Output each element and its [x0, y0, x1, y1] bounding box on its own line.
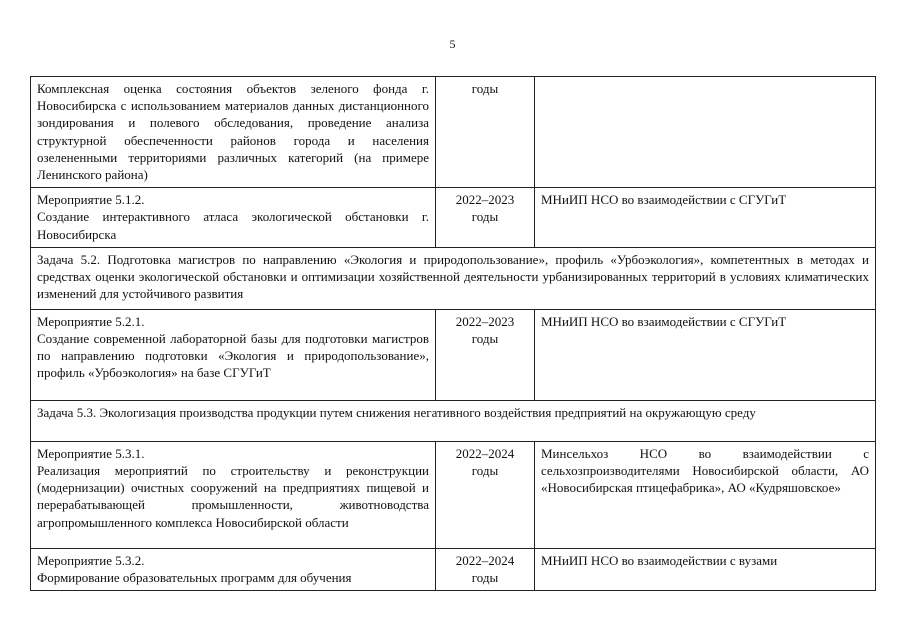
event-description-cell: [31, 77, 436, 188]
event-text: Комплексная оценка состояния объектов зеленого фонда г. Новосибирска с использованием материалов данных дистанционного зондирования и полевого обследования, проведение анализа структурной обеспеченности районов города и населения озелененными территориями различных категорий (на примере Ленинского района): [37, 81, 429, 183]
table-row: [31, 548, 876, 590]
event-title: Мероприятие 5.1.2.: [37, 192, 145, 208]
years-cell: 2022–2023 годы: [436, 309, 535, 400]
years-cell: годы: [436, 77, 535, 188]
event-title: Мероприятие 5.3.1.: [37, 445, 145, 461]
event-title: Мероприятие 5.2.1.: [37, 313, 145, 329]
event-description-cell: [31, 188, 436, 248]
event-description-cell: [31, 441, 436, 548]
event-title: Мероприятие 5.3.2.: [37, 552, 145, 568]
event-text: Создание современной лабораторной базы для подготовки магистров по направлению подготовки «Экология и природопользование», профиль «Урбоэкология» на базе СГУГиТ: [37, 331, 429, 381]
event-text: Реализация мероприятий по строительству и реконструкции (модернизации) очистных сооружений на предприятиях пищевой и перерабатывающей промышленности, животноводства агропромышленного комплекса Новосибирской области: [37, 463, 429, 530]
years-cell: 2022–2023 годы: [436, 188, 535, 248]
executor-cell: Минсельхоз НСО во взаимодействии с сельхозпроизводителями Новосибирской области, АО «Новосибирская птицефабрика», АО «Кудряшовское»: [535, 441, 876, 548]
executor-cell: МНиИП НСО во взаимодействии с вузами: [535, 548, 876, 590]
table-row: [31, 77, 876, 188]
event-description-cell: [31, 548, 436, 590]
task-cell: Задача 5.2. Подготовка магистров по направлению «Экология и природопользование», профиль «Урбоэкология», компетентных в методах и средствах оценки экологической обстановки и оптимизации хозяйственной деятельности урбанизированных территорий в условиях климатических изменений для устойчивого развития: [31, 247, 876, 309]
measures-table: [30, 76, 876, 591]
table-row: [31, 188, 876, 248]
task-row: [31, 400, 876, 441]
table-row: [31, 441, 876, 548]
event-text: Формирование образовательных программ для обучения: [37, 570, 352, 586]
table-row: [31, 309, 876, 400]
task-cell: Задача 5.3. Экологизация производства продукции путем снижения негативного воздействия предприятий на окружающую среду: [31, 400, 876, 441]
years-cell: 2022–2024 годы: [436, 548, 535, 590]
executor-cell: [535, 77, 876, 188]
event-text: Создание интерактивного атласа экологической обстановки г. Новосибирска: [37, 209, 429, 242]
task-row: [31, 247, 876, 309]
page-number: 5: [449, 37, 456, 51]
executor-cell: МНиИП НСО во взаимодействии с СГУГиТ: [535, 309, 876, 400]
years-cell: 2022–2024 годы: [436, 441, 535, 548]
executor-cell: МНиИП НСО во взаимодействии с СГУГиТ: [535, 188, 876, 248]
event-description-cell: [31, 309, 436, 400]
